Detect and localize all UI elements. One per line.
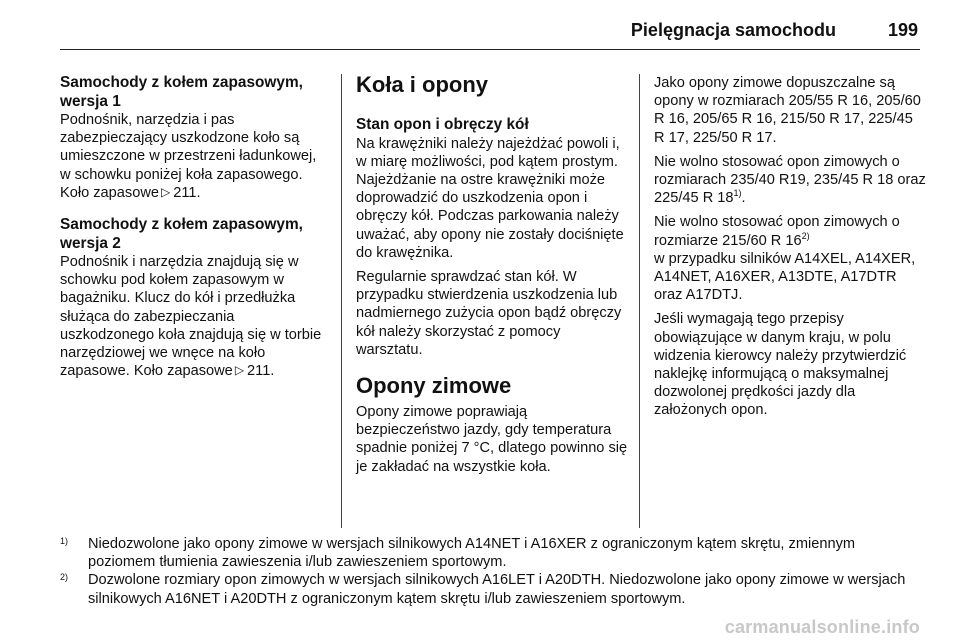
spare-wheel-v1-heading: Samochody z kołem zapasowym, wersja 1 [60,74,303,110]
spare-wheel-v2-heading: Samochody z kołem zapasowym, wersja 2 [60,216,303,252]
page-reference-arrow-icon: ▷ [160,184,171,199]
footnote-mark: 1) [60,536,69,546]
page-header [60,16,920,50]
page-number: 199 [887,20,918,40]
tyre-condition-text: Na krawężniki należy najeżdżać powoli i, w miarę możliwości, pod kątem prostym. Najeżdżanie na ostre krawężniki może doprowadzić do uszkodzenia opon i obręczy kół. Podczas parkowania należy uważać, aby opony nie zostały dociśnięte do krawężnika. [356,135,624,261]
chapter-title: Pielęgnacja samochodu [630,20,836,40]
column-divider-left [341,74,342,528]
tyre-check-text: Regularnie sprawdzać stan kół. W przypadku stwierdzenia uszkodzenia lub nadmiernego zużycia opon bądź obręczy kół należy skorzystać z pomocy warsztatu. [356,268,622,358]
wheels-tyres-heading: Koła i opony [356,72,488,97]
page-reference-arrow-icon: ▷ [234,363,245,378]
footnote-item [60,571,920,607]
column-middle [356,74,628,476]
footnote-ref-2[interactable]: 2) [801,230,810,241]
forbidden-size-engines-text: Nie wolno stosować opon zimowych o rozmiarze 215/60 R 16$^{2)}$ w przypadku silników A14XEL, A14XER, A14NET, A16XER, A13DTE, A17DTR oraz A17DTJ. [654,214,916,304]
column-right [654,74,926,420]
column-divider-right [639,74,640,528]
footnote-ref-1[interactable]: 1) [733,188,742,199]
footnotes [60,535,920,608]
column-left [60,74,330,380]
speed-sticker-text: Jeśli wymagają tego przepisy obowiązujące w danym kraju, w polu widzenia kierowcy należy przytwierdzić naklejkę informującą o maksymalnej dozwolonej prędkości jazdy dla założonych opon. [654,311,907,419]
winter-tyres-heading: Opony zimowe [356,372,512,398]
tyre-condition-heading: Stan opon i obręczy kół [356,116,529,133]
page-reference-link[interactable]: 211. [173,184,201,201]
footnote-text: Dozwolone rozmiary opon zimowych w wersjach silnikowych A16LET i A20DTH. Niedozwolone jako opony zimowe w wersjach silnikowych A16NET i A20DTH z ograniczonym kątem skrętu i/lub zawieszeniem sportowym. [88,572,906,607]
spare-wheel-v2-text: Podnośnik i narzędzia znajdują się w schowku pod kołem zapasowym w bagażniku. Klucz do kół i przedłużka służąca do zabezpieczania uszkodzonego koła znajdują się w torbie narzędziowej we wnęce na koło zapasowe. Koło zapasowe ▷ 211. [60,254,322,380]
footnote-mark: 2) [60,572,69,583]
footnote-item [60,535,920,571]
winter-tyres-text: Opony zimowe poprawiają bezpieczeństwo jazdy, gdy temperatura spadnie poniżej 7 °C, dlatego powinno się je zakładać na wszystkie koła. [356,403,628,475]
watermark: carmanualsonline.info [724,617,920,637]
forbidden-sizes-text: Nie wolno stosować opon zimowych o rozmiarach 235/40 R19, 235/45 R 18 oraz 225/45 R 18$^{1)}$. [654,153,926,207]
footnote-text: Niedozwolone jako opony zimowe w wersjach silnikowych A14NET i A16XER z ograniczonym kątem skrętu, zmiennym poziomem tłumienia zawieszenia i/lub zawieszeniem sportowym. [88,536,856,571]
page-reference-link[interactable]: 211. [247,363,275,380]
spare-wheel-v1-text: Podnośnik, narzędzia i pas zabezpieczający uszkodzone koło są umieszczone w przestrzeni ładunkowej, w schowku poniżej koła zapasowego. Koło zapasowe ▷ 211. [60,112,317,201]
allowed-sizes-text: Jako opony zimowe dopuszczalne są opony w rozmiarach 205/55 R 16, 205/60 R 16, 205/65 R 16, 215/50 R 17, 225/45 R 17, 225/50 R 17. [654,75,921,146]
